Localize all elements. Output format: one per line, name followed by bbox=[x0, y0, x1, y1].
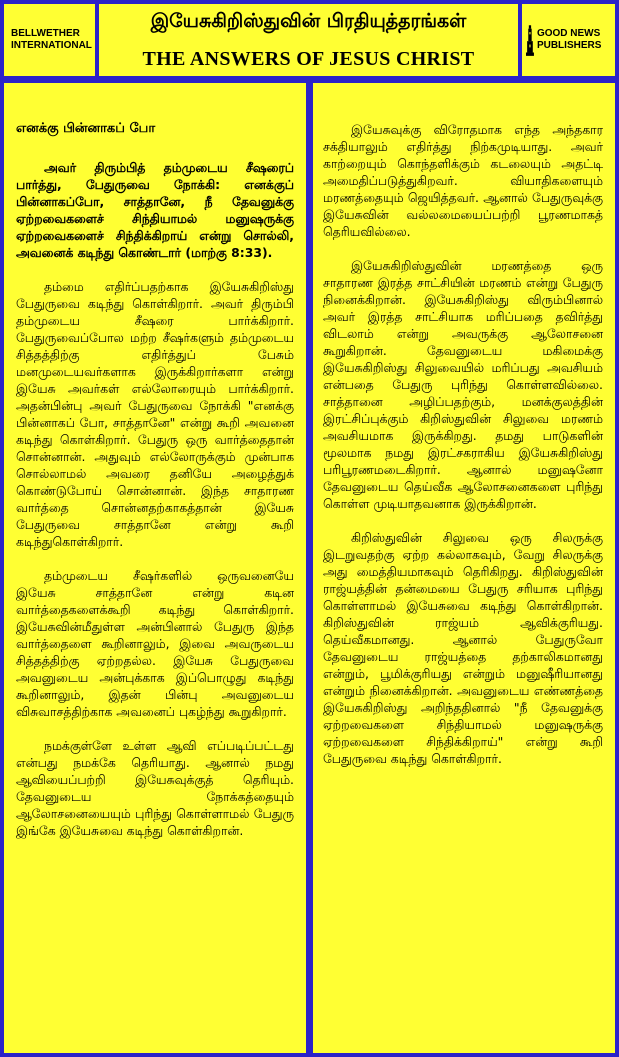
title-tamil: இயேசுகிறிஸ்துவின் பிரதியுத்தரங்கள் bbox=[150, 10, 467, 32]
right-logo-text: GOOD NEWS PUBLISHERS bbox=[536, 28, 602, 51]
paragraph: இயேசுவுக்கு விரோதமாக எந்த அந்தகார சக்தியாலும் எதிர்த்து நிற்கமுடியாது. அவர் காற்றையும் கொந்தளிக்கும் கடலையும் அதட்டி அமைதிப்படுத்துகிறவர். வியாதிகளையும் மரணத்தையும் ஜெயித்தவர். ஆனால் பேதுருவுக்கு இயேசுவின் வல்லமையைப்பற்றி பூரணமாகத் தெரியவில்லை. bbox=[323, 122, 603, 239]
left-column bbox=[4, 83, 306, 1053]
right-column bbox=[313, 83, 615, 1053]
paragraph: நமக்குள்ளே உள்ள ஆவி எப்படிப்பட்டது என்பது நமக்கே தெரியாது. ஆனால் நமது ஆவியைப்பற்றி இயேசுவுக்குத் தெரியும். தேவனுடைய நோக்கத்தையும் ஆலோசனையையும் புரிந்து கொள்ளாமல் பேதுரு இங்கே இயேசுவை கடிந்து கொள்கிறான். bbox=[16, 738, 294, 838]
scripture-quote: அவர் திரும்பித் தம்முடைய சீஷரைப் பார்த்து, பேதுருவை நோக்கி: எனக்குப் பின்னாகப்போ, சாத்தானே, நீ தேவனுக்கு ஏற்றவைகளைச் சிந்தியாமல் மனுஷருக்கு ஏற்றவைகளைச் சிந்திக்கிறாய் என்று சொல்லி, அவனைக் கடிந்து கொண்டார் (மாற்கு 8:33). bbox=[16, 160, 294, 260]
section-heading: எனக்கு பின்னாகப் போ bbox=[16, 121, 156, 136]
left-logo-text: BELLWETHER INTERNATIONAL bbox=[11, 28, 92, 51]
tower-icon bbox=[526, 12, 534, 68]
paragraph: கிறிஸ்துவின் சிலுவை ஒரு சிலருக்கு இடறுவதற்கு ஏற்ற கல்லாகவும், வேறு சிலருக்கு அது மைத்தியமாகவும் தெரிகிறது. கிறிஸ்துவின் ராஜ்யத்தின் தன்மையை பேதுரு சரியாக புரிந்து கொள்ளாமல் இயேசுவை கடிந்து கொள்கிறான். கிறிஸ்துவின் ராஜ்யம் ஆவிக்குரியது. தெய்வீகமானது. ஆனால் பேதுருவோ தேவனுடைய ராஜ்யத்தை தற்காலிகமானது என்றும், பூமிக்குரியது என்றும் மனுஷீரியானது என்றும் நினைக்கிறான். அவனுடைய எண்ணத்தை இயேசுகிறிஸ்து அறிந்ததினால் "நீ தேவனுக்கு ஏற்றவைகளை சிந்தியாமல் மனுஷருக்கு ஏற்றவைகளை சிந்திக்கிறாய்" என்று கூறி பேதுருவை கடிந்து கொள்கிறார். bbox=[323, 530, 603, 766]
paragraph: தம்முடைய சீஷர்களில் ஒருவனையே இயேசு சாத்தானே என்று கடின வார்த்தைகளைக்கூறி கடிந்து கொள்கிறார். இயேசுவின்மீதுள்ள அன்பினால் பேதுரு இந்த வார்த்தைளை கூறினாலும், இவை அவருடைய சித்தத்திற்கு ஏற்றதல்ல. இயேசு பேதுருவை அவனுடைய அன்புக்காக இப்பொழுது கடிந்து கூறினாலும், இதன் பின்பு அவனுடைய விசுவாசத்திற்காக அவனைப் புகழ்ந்து கூறுகிறார். bbox=[16, 568, 294, 719]
title-english: THE ANSWERS OF JESUS CHRIST bbox=[142, 48, 475, 70]
good-news-logo bbox=[522, 4, 615, 76]
bellwether-logo bbox=[4, 4, 95, 76]
paragraph: இயேசுகிறிஸ்துவின் மரணத்தை ஒரு சாதாரண இரத்த சாட்சியின் மரணம் என்று பேதுரு நினைக்கிறான். இயேசுகிறிஸ்து விரும்பினால் அவர் இரத்த சாட்சியாக மரிப்பதை தவிர்த்து விடலாம் என்று அவருக்கு ஆலோசனை கூறுகிறான். தேவனுடைய மகிமைக்கு இயேசுகிறிஸ்து சிலுவையில் மரிப்பது அவசியம் என்பதை பேதுரு புரிந்து கொள்ளவில்லை. சாத்தானை அழிப்பதற்கும், மனக்குலத்தின் இரட்சிப்புக்கும் கிறிஸ்துவின் சிலுவை மரணம் அவசியமாக இருக்கிறது. தமது பாடுகளின் மூலமாக நமது இரட்சகராகிய இயேசுகிறிஸ்து பரிபூரணமடைகிறார். ஆனால் மனுஷனோ தேவனுடைய தெய்வீக ஆலோசனைகளை புரிந்து கொள்ள முடியாதவனாக இருக்கிறான். bbox=[323, 258, 603, 511]
paragraph: தம்மை எதிர்ப்பதற்காக இயேசுகிறிஸ்து பேதுருவை கடிந்து கொள்கிறார். அவர் திரும்பி தம்முடைய சீஷரை பார்க்கிறார். பேதுருவைப்போல மற்ற சீஷர்களும் தம்முடைய சித்தத்திற்கு எதிர்த்துப் பேசும் மனமுடையவர்களாக இருக்கிறார்களா என்று இயேசு அவர்கள் எல்லோரையும் பார்க்கிறார். அதன்பின்பு அவர் பேதுருவை நோக்கி "எனக்கு பின்னாகப் போ, சாத்தானே" என்று கூறி அவனை கடிந்து கொள்கிறார். பேதுரு ஒரு வார்த்தைதான் சொன்னான். அதுவும் எல்லோருக்கும் முன்பாக சொல்லாமல் அவரை தனியே அழைத்துக் கொண்டுபோய் சொன்னான். இந்த சாதாரண வார்த்தை சொன்னதற்காகத்தான் இயேசு பேதுருவை சாத்தானே என்று கூறி கடிந்துகொள்கிறார். bbox=[16, 279, 294, 549]
header-title-box bbox=[99, 4, 518, 76]
